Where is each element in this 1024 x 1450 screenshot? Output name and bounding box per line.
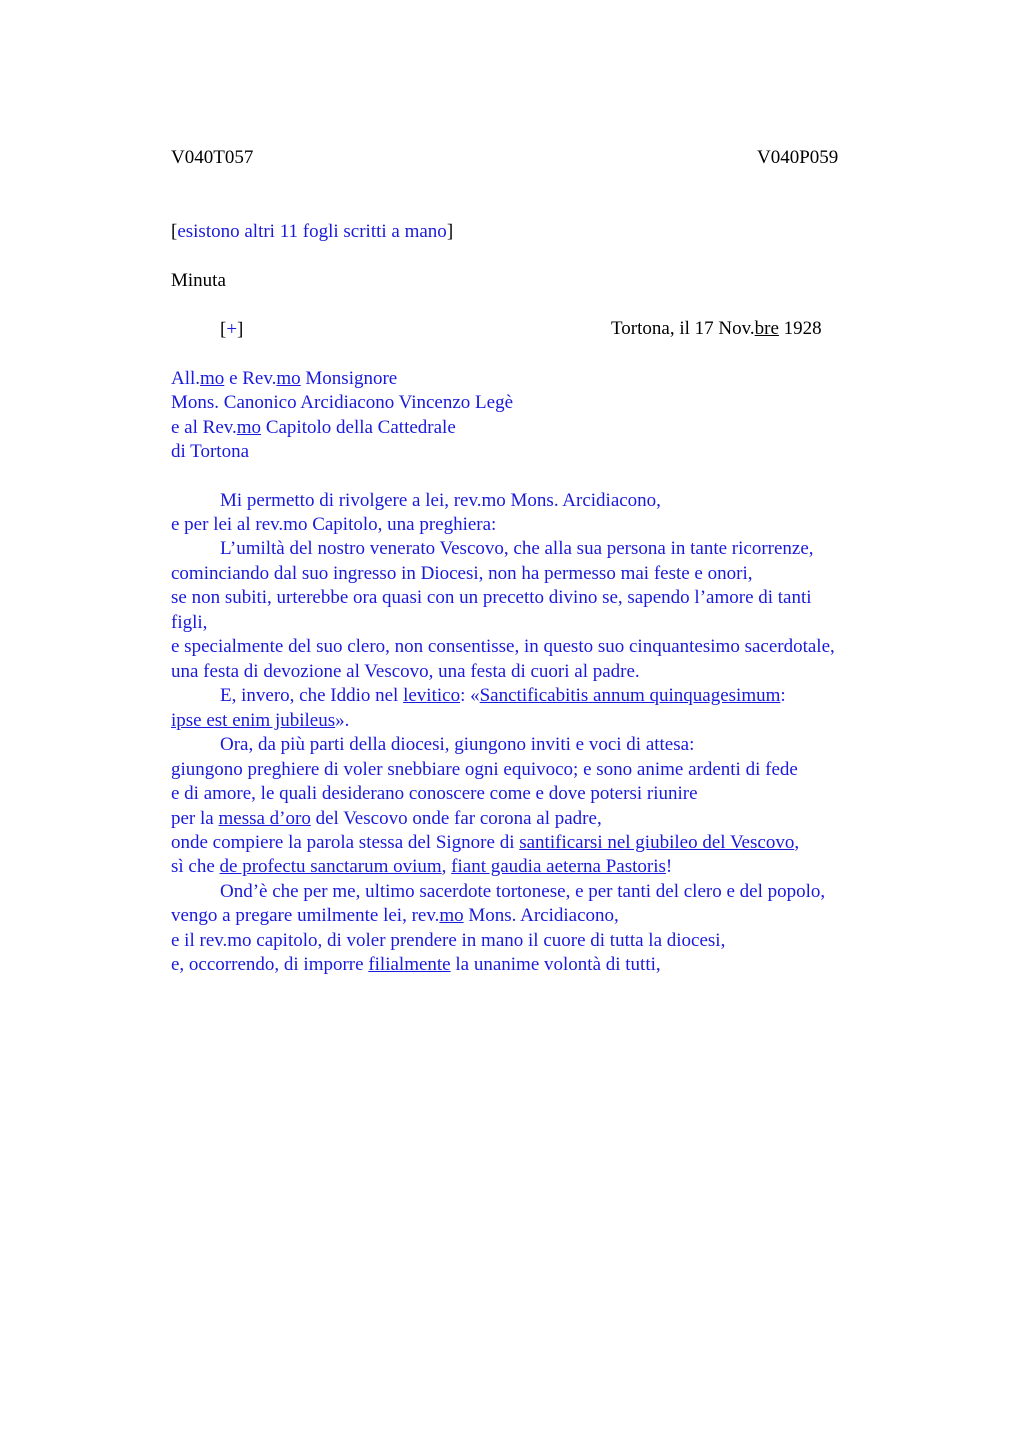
body-line: Ond’è che per me, ultimo sacerdote tortonese, e per tanti del clero e del popolo, [220, 881, 826, 902]
body-line: se non subiti, urterebbe ora quasi con un precetto divino se, sapendo l’amore di tanti [171, 587, 812, 608]
body-line: figli, [171, 612, 208, 633]
body-line: L’umiltà del nostro venerato Vescovo, che alla sua persona in tante ricorrenze, [220, 538, 814, 559]
addressee-line: e al Rev.mo Capitolo della Cattedrale [171, 417, 456, 438]
body-line: e di amore, le quali desiderano conoscere come e dove potersi riunire [171, 783, 698, 804]
body-line: onde compiere la parola stessa del Signore di santificarsi nel giubileo del Vescovo, [171, 832, 800, 853]
body-line: sì che de profectu sanctarum ovium, fiant gaudia aeterna Pastoris! [171, 856, 673, 877]
body-line: ipse est enim jubileus». [171, 710, 350, 731]
body-line: e il rev.mo capitolo, di voler prendere in mano il cuore di tutta la diocesi, [171, 930, 726, 951]
addressee-line: Mons. Canonico Arcidiacono Vincenzo Legè [171, 392, 513, 413]
letter-date: Tortona, il 17 Nov.bre 1928 [611, 318, 822, 339]
addressee-line: All.mo e Rev.mo Monsignore [171, 368, 398, 389]
body-line: Ora, da più parti della diocesi, giungono inviti e voci di attesa: [220, 734, 695, 755]
body-line: cominciando dal suo ingresso in Diocesi, non ha permesso mai feste e onori, [171, 563, 753, 584]
document-type: Minuta [171, 270, 226, 291]
body-line: Mi permetto di rivolgere a lei, rev.mo Mons. Arcidiacono, [220, 490, 661, 511]
body-line: giungono preghiere di voler snebbiare ogni equivoco; e sono anime ardenti di fede [171, 759, 798, 780]
body-line: e, occorrendo, di imporre filialmente la unanime volontà di tutti, [171, 954, 661, 975]
body-line: vengo a pregare umilmente lei, rev.mo Mons. Arcidiacono, [171, 905, 619, 926]
body-line: E, invero, che Iddio nel levitico: «Sanctificabitis annum quinquagesimum: [220, 685, 786, 706]
body-line: una festa di devozione al Vescovo, una festa di cuori al padre. [171, 661, 640, 682]
header-left-code: V040T057 [171, 147, 254, 168]
addressee-line: di Tortona [171, 441, 250, 462]
body-line: e specialmente del suo clero, non consentisse, in questo suo cinquantesimo sacerdotale, [171, 636, 835, 657]
body-line: e per lei al rev.mo Capitolo, una preghiera: [171, 514, 497, 535]
body-line: per la messa d’oro del Vescovo onde far corona al padre, [171, 808, 602, 829]
header-right-code: V040P059 [757, 147, 839, 168]
cross-mark: [+] [220, 319, 244, 340]
editorial-note: [esistono altri 11 fogli scritti a mano] [171, 221, 454, 242]
